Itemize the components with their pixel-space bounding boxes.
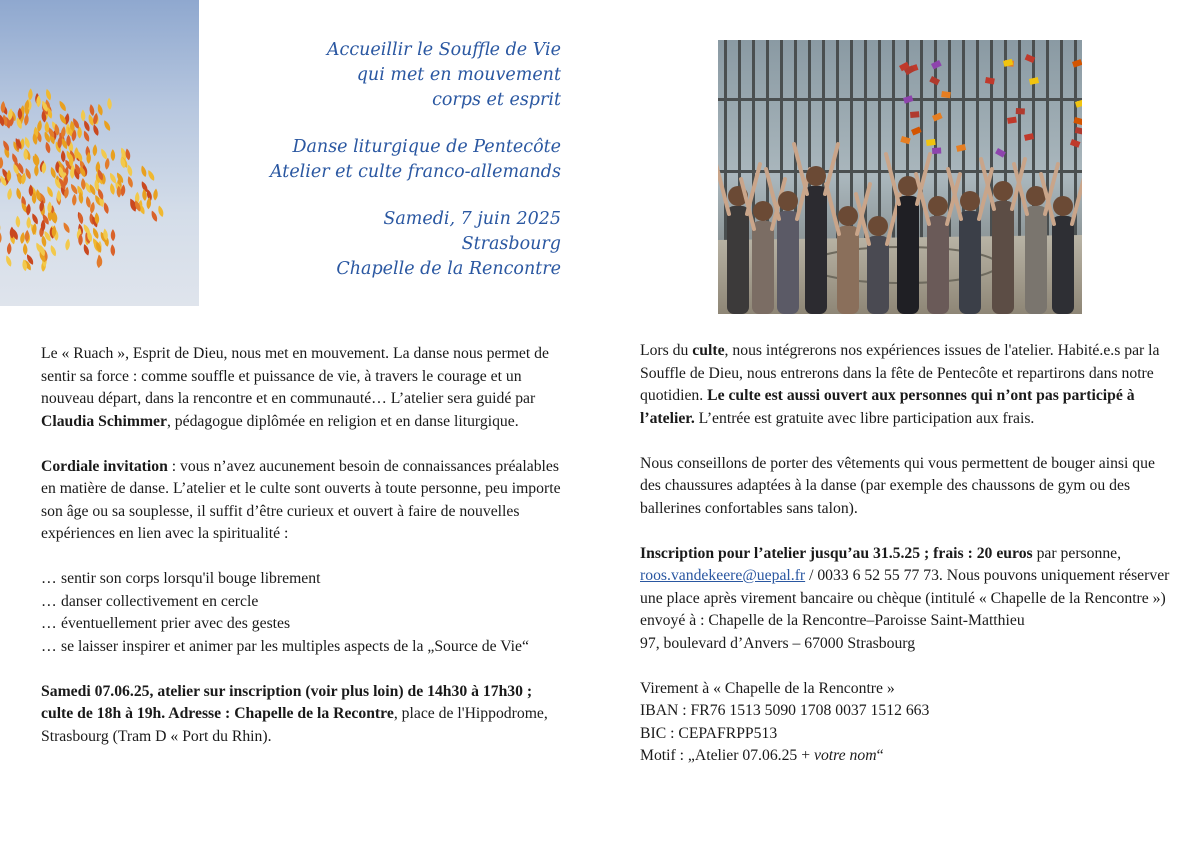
flame-dove-icon: [0, 0, 199, 306]
contact-email-link[interactable]: roos.vandekeere@uepal.fr: [640, 567, 806, 584]
event-date: Samedi, 7 juin 2025: [383, 209, 561, 229]
transom: [718, 98, 1082, 101]
mullion: [794, 40, 797, 240]
iban: IBAN : FR76 1513 5090 1708 0037 1512 663: [640, 702, 930, 719]
invitation-paragraph: Cordiale invitation : vous n’avez aucunement besoin de connaissances préalables en matière de danse. L’atelier et le culte sont ouverts à toute personne, peu importe son âge ou sa souplesse, il suffit d’être curieux et ouvert à faire de nouvelles expériences en lien avec la spiritualité :: [41, 457, 561, 542]
schedule-paragraph: Samedi 07.06.25, atelier sur inscription (voir plus loin) de 14h30 à 17h30 ; culte de 18h à 19h. Adresse : Chapelle de la Recontre, place de l'Hippodrome, Strasbourg (Tram D « Port du Rhin).: [41, 682, 548, 745]
event-title-line-1: Danse liturgique de Pentecôte: [292, 137, 561, 157]
mullion: [878, 40, 881, 240]
intro-paragraph: Le « Ruach », Esprit de Dieu, nous met en mouvement. La danse nous permet de sentir sa force : comme souffle et puissance de vie, à travers le courage et un nouveau départ, dans la rencontre et en communauté… L’atelier sera guidé par Claudia Schimmer, pédagogue diplômée en religion et en danse liturgique.: [41, 345, 549, 430]
invitation-label: Cordiale invitation: [41, 457, 168, 475]
dove-illustration: [0, 0, 199, 306]
mullion: [1018, 40, 1021, 240]
mullion: [780, 40, 783, 240]
glass-pane: [941, 91, 951, 98]
registration-paragraph: Inscription pour l’atelier jusqu’au 31.5.25 ; frais : 20 euros par personne, roos.vandekeere@uepal.fr / 0033 6 52 55 77 73. Nous pouvons uniquement réserver une place après virement bancaire ou chèque (intitulé « Chapelle de la Rencontre ») envoyé à : Chapelle de la Rencontre–Paroisse Saint-Matthieu 97, boulevard d’Anvers – 67000 Strasbourg: [640, 544, 1170, 652]
facilitator-name: Claudia Schimmer: [41, 412, 167, 430]
registration-deadline: Inscription pour l’atelier jusqu’au 31.5.25 ; frais : 20 euros: [640, 544, 1033, 562]
transfer-recipient: Virement à « Chapelle de la Rencontre »: [640, 679, 895, 697]
glass-pane: [1016, 108, 1025, 114]
glass-pane: [910, 111, 919, 118]
list-item: … sentir son corps lorsqu'il bouge librement: [41, 568, 566, 591]
date-location-block: [215, 207, 561, 282]
bullet-marker: …: [41, 637, 57, 655]
chapel-dance-photo: [718, 40, 1082, 314]
schedule-details: Samedi 07.06.25, atelier sur inscription (voir plus loin) de 14h30 à 17h30 ; culte de 18h à 19h. Adresse : Chapelle de la Recontre: [41, 682, 533, 722]
list-item: … se laisser inspirer et animer par les multiples aspects de la „Source de Vie“: [41, 636, 566, 659]
list-item: … éventuellement prier avec des gestes: [41, 613, 566, 636]
bic: BIC : CEPAFRPP513: [640, 724, 778, 742]
bullet-marker: …: [41, 615, 57, 632]
transfer-reference: Motif : „Atelier 07.06.25 + votre nom“: [640, 747, 884, 764]
postal-address: 97, boulevard d’Anvers – 67000 Strasbourg: [640, 634, 916, 652]
list-item: … danser collectivement en cercle: [41, 591, 566, 614]
motto-line-3: corps et esprit: [432, 90, 561, 110]
event-venue: Chapelle de la Rencontre: [336, 259, 561, 279]
mullion: [836, 40, 839, 240]
photo-image: [718, 40, 1082, 314]
right-column: [640, 340, 1170, 768]
event-city: Strasbourg: [461, 234, 561, 254]
motto-line-1: Accueillir le Souffle de Vie: [326, 40, 561, 60]
activities-list: [41, 568, 566, 658]
event-title-block: [215, 135, 561, 185]
culte-paragraph: Lors du culte, nous intégrerons nos expériences issues de l'atelier. Habité.e.s par la Souffle de Dieu, nous entrerons dans la fête de Pentecôte et repartirons dans notre quotidien. Le culte est aussi ouvert aux personnes qui n’ont pas participé à l’atelier. L’entrée est gratuite avec libre participation aux frais.: [640, 342, 1160, 427]
glass-pane: [932, 148, 941, 154]
left-column: [41, 343, 566, 748]
bullet-marker: …: [41, 570, 57, 587]
mullion: [920, 40, 923, 240]
glass-pane: [926, 139, 936, 146]
motto-line-2: qui met en mouvement: [356, 65, 561, 85]
mullion: [976, 40, 979, 240]
mullion: [962, 40, 965, 240]
event-header: [215, 38, 561, 282]
motto-block: [215, 38, 561, 113]
bullet-marker: …: [41, 592, 57, 610]
open-to-all-notice: Le culte est aussi ouvert aux personnes qui n’ont pas participé à l’atelier.: [640, 387, 1135, 427]
transom: [718, 170, 1082, 173]
event-title-line-2: Atelier et culte franco-allemands: [269, 162, 561, 182]
clothing-paragraph: Nous conseillons de porter des vêtements qui vous permettent de bouger ainsi que des chaussures adaptées à la danse (par exemple des chaussons de gym ou des ballerines confortables sans talon).: [640, 454, 1155, 517]
bank-details: [640, 678, 1170, 768]
